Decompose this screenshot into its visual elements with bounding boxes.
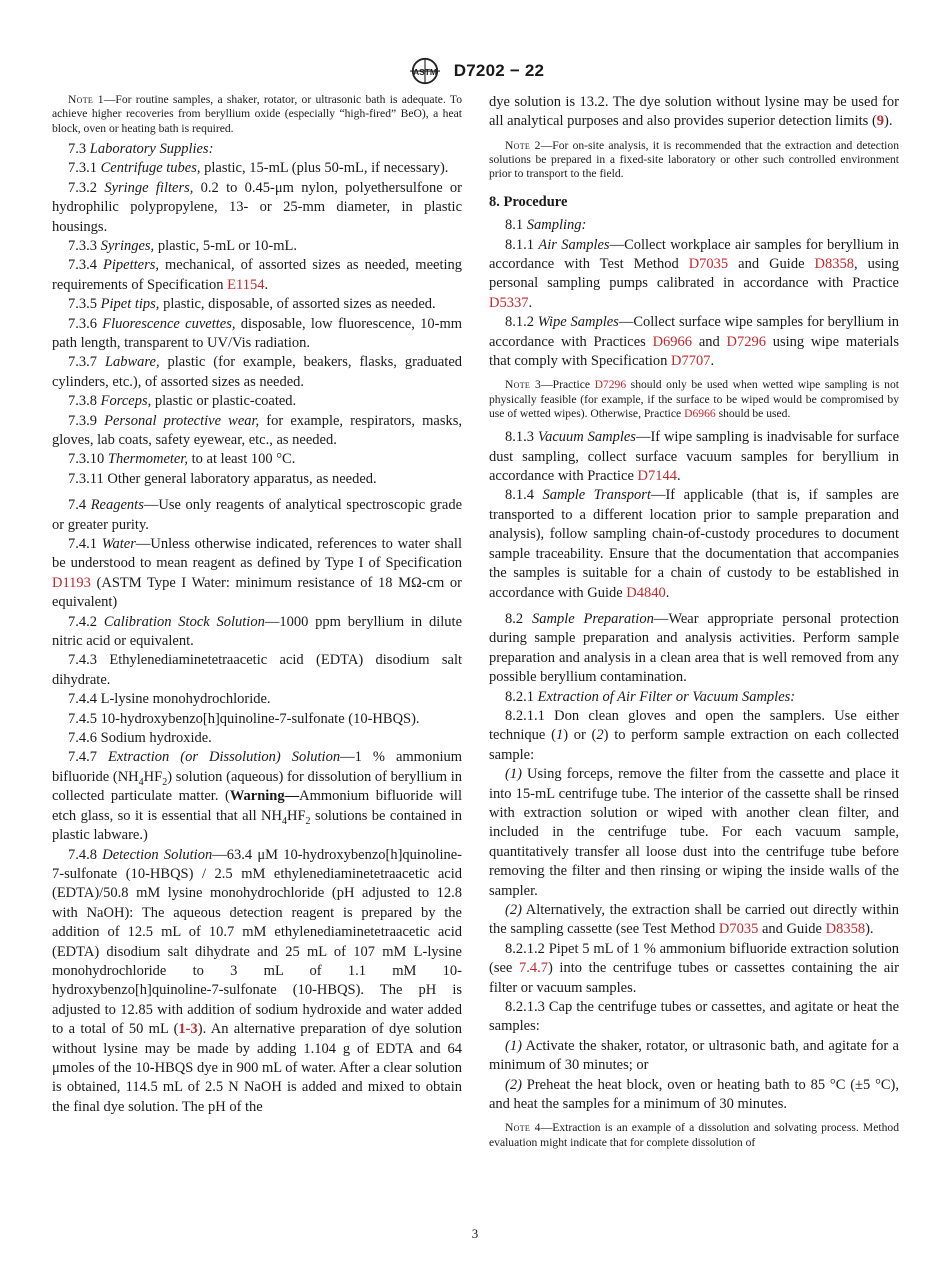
section-7-3-2: 7.3.2 Syringe filters, 0.2 to 0.45-μm nylon, polyethersulfone or hydrophilic polypropylene, 13- or 25-mm diameter, in plastic housings.: [52, 179, 463, 235]
section-8-2-1-1: 8.2.1.1 Don clean gloves and open the samplers. Use either technique (1) or (2) to perform sample extraction on each collected sample:: [489, 707, 900, 763]
link-d5337[interactable]: D5337: [489, 294, 529, 311]
section-7-3-1: 7.3.1 Centrifuge tubes, plastic, 15-mL (plus 50-mL, if necessary).: [68, 160, 449, 177]
link-d1193[interactable]: D1193: [52, 574, 91, 591]
section-7-4-5: 7.4.5 10-hydroxybenzo[h]quinoline-7-sulfonate (10-HBQS).: [68, 710, 420, 727]
section-8-2-1-1-item-1: (1) Using forceps, remove the filter from the cassette and place it into 15-mL centrifuge tube. The interior of the cassette shall be rinsed with extraction solution or wiped with another clean filter, and included in the centrifuge tube. For each vacuum sample, quantitatively transfer all loose dust into the centrifuge tube before removing the filter and then rinsing or wiping the inside walls of the sampler.: [489, 766, 899, 899]
page-header: [0, 56, 950, 86]
note-label: Note 3: [505, 378, 542, 392]
section-7-3-3: 7.3.3 Syringes, plastic, 5-mL or 10-mL.: [68, 237, 298, 254]
section-8-2-1: 8.2.1 Extraction of Air Filter or Vacuum Samples:: [505, 688, 796, 705]
section-8-2-1-3: 8.2.1.3 Cap the centrifuge tubes or cassettes, and agitate or heat the samples:: [489, 999, 900, 1035]
section-7-4: 7.4 Reagents—Use only reagents of analytical spectroscopic grade or greater purity.: [52, 497, 463, 533]
link-d6966[interactable]: D6966: [684, 406, 716, 420]
section-7-3-4: 7.3.4 Pipetters, mechanical, of assorted sizes as needed, meeting requirements of Specification E1154.: [52, 257, 462, 293]
section-8-1-4: 8.1.4 Sample Transport—If applicable (that is, if samples are transported to a different location prior to sample preparation and analysis), follow sampling chain-of-custody procedures to document sample traceability. Ensure that the documentation that accompanies the samples is suitable for a chain of custody to be established in accordance with Guide D4840.: [489, 487, 899, 601]
link-d7296[interactable]: D7296: [594, 378, 627, 392]
note-label: Note 2: [505, 138, 541, 152]
link-ref-9[interactable]: 9: [876, 113, 885, 130]
link-d8358[interactable]: D8358: [814, 255, 854, 272]
warning-label: Warning—: [229, 788, 300, 805]
section-7-4-2: 7.4.2 Calibration Stock Solution—1000 ppm beryllium in dilute nitric acid or equivalent.: [52, 613, 463, 650]
page-number: 3: [471, 1226, 479, 1241]
section-7-4-7: 7.4.7 Extraction (or Dissolution) Solution—1 % ammonium bifluoride $(NH_4HF_2)$ solution (aqueous) for dissolution of beryllium in collected particulate matter. (Warning—Ammonium bifluoride will etch glass, so it is essential that all $NH_4HF_2$ solutions be contained in plastic labware.): [52, 749, 463, 844]
note-label: Note 4: [505, 1121, 541, 1135]
section-8-1-2: 8.1.2 Wipe Samples—Collect surface wipe samples for beryllium in accordance with Practices D6966 and D7296 using wipe materials that comply with Specification D7707.: [489, 314, 900, 369]
section-8-2: 8.2 Sample Preparation—Wear appropriate personal protection during sample preparation and analysis activities. Perform sample preparation and analysis in a clean area that is well removed from any possible beryllium contamination.: [489, 610, 900, 686]
section-7-3-10: 7.3.10 Thermometer, to at least 100 °C.: [68, 451, 296, 468]
section-7-4-8-continued: dye solution is 13.2. The dye solution without lysine may be used for all analytical purposes and also provides superior detection limits (9).: [489, 94, 899, 130]
right-column: [489, 93, 899, 1150]
section-8-1-1: 8.1.1 Air Samples—Collect workplace air samples for beryllium in accordance with Test Method D7035 and Guide D8358, using personal sampling pumps calibrated in accordance with Practice D5337.: [489, 236, 900, 311]
note-label: Note 1: [68, 93, 104, 106]
section-8-heading: 8. Procedure: [489, 193, 568, 210]
logo-text: ASTM: [412, 66, 437, 77]
link-d7296[interactable]: D7296: [726, 333, 766, 350]
link-d7035[interactable]: D7035: [718, 921, 759, 938]
section-7-3-8: 7.3.8 Forceps, plastic or plastic-coated.: [68, 393, 297, 410]
section-8-2-1-3-item-1: (1) Activate the shaker, rotator, or ultrasonic bath, and agitate for a minimum of 30 minutes; or: [489, 1037, 899, 1074]
section-7-4-1: 7.4.1 Water—Unless otherwise indicated, references to water shall be understood to mean reagent as defined by Type I of Specification D1193 (ASTM Type I Water: minimum resistance of 18 MΩ-cm or equivalent): [52, 536, 462, 611]
link-d4840[interactable]: D4840: [626, 584, 666, 601]
section-7-3-9: 7.3.9 Personal protective wear, for example, respirators, masks, gloves, lab coats, safety eyewear, etc., as needed.: [52, 412, 462, 448]
document-id: D7202 − 22: [453, 61, 545, 80]
link-e1154[interactable]: E1154: [227, 276, 265, 293]
note-3: Note 3—Practice D7296 should only be used when wetted wipe sampling is not physically feasible (for example, if the surface to be wiped would be compromised by use of wetted wipes). Otherwise, Practice D6966 should be used.: [489, 378, 899, 420]
left-column: [52, 93, 462, 1117]
link-7-4-7[interactable]: 7.4.7: [518, 960, 548, 977]
section-7-3: 7.3 Laboratory Supplies:: [68, 140, 214, 157]
note-1: Note 1—For routine samples, a shaker, rotator, or ultrasonic bath is adequate. To achieve higher recoveries from beryllium oxide (especially “high-fired” BeO), a heat block, oven or heating bath is required.: [52, 93, 462, 135]
link-d6966[interactable]: D6966: [652, 333, 693, 350]
section-8-1-3: 8.1.3 Vacuum Samples—If wipe sampling is inadvisable for surface dust sampling, collect surface vacuum samples for beryllium in accordance with Practice D7144.: [489, 429, 900, 485]
section-8-1: 8.1 Sampling:: [505, 217, 587, 234]
section-7-3-5: 7.3.5 Pipet tips, plastic, disposable, of assorted sizes as needed.: [68, 296, 436, 313]
section-8-2-1-2: 8.2.1.2 Pipet 5 mL of 1 % ammonium bifluoride extraction solution (see 7.4.7) into the centrifuge tubes or cassettes containing the air filter or vacuum samples.: [489, 940, 899, 996]
section-7-4-3: 7.4.3 Ethylenediaminetetraacetic acid (EDTA) disodium salt dihydrate.: [52, 652, 463, 688]
link-ref-1-3[interactable]: 1-3: [178, 1021, 198, 1038]
section-7-3-7: 7.3.7 Labware, plastic (for example, beakers, flasks, graduated cylinders, etc.), of assorted sizes as needed.: [52, 354, 462, 390]
section-7-4-4: 7.4.4 L-lysine monohydrochloride.: [68, 691, 271, 708]
section-7-4-6: 7.4.6 Sodium hydroxide.: [68, 730, 212, 747]
link-d7144[interactable]: D7144: [637, 468, 678, 485]
section-8-2-1-1-item-2: (2) Alternatively, the extraction shall be carried out directly within the sampling cassette (see Test Method D7035 and Guide D8358).: [489, 902, 899, 938]
link-d7707[interactable]: D7707: [671, 352, 711, 369]
section-7-4-8: 7.4.8 Detection Solution—63.4 μM 10-hydroxybenzo[h]quinoline-7-sulfonate (10-HBQS) / 2.5 mM ethylenediaminetetraacetic acid (EDTA)/50.8 mM lysine monohydrochloride (pH adjusted to 12.8 with NaOH): The aqueous detection reagent is prepared by the addition of 12.5 mL of 10.7 mM ethylenediaminetetraacetic acid (EDTA) disodium salt dihydrate and 25 mL of 107 mM L-lysine monohydrochloride to 3 mL of 1.1 mM 10-hydroxybenzo[h]quinoline-7-sulfonate (10-HBQS). The pH is adjusted to 12.85 with addition of sodium hydroxide and water added to a total of 50 mL (1-3). An alternative preparation of dye solution without lysine may be made by adding 1.104 g of EDTA and 64 μmoles of the 10-HBQS dye in 900 mL of water. After a clear solution is obtained, 114.5 mL of 2.5 N NaOH is added and mixed to obtain the final dye solution. The pH of the: [52, 846, 463, 1115]
astm-logo-icon: [406, 56, 444, 86]
note-4: Note 4—Extraction is an example of a dissolution and solvating process. Method evaluation might indicate that for complete dissolution of: [489, 1121, 899, 1149]
link-d8358[interactable]: D8358: [825, 921, 866, 938]
section-7-3-11: 7.3.11 Other general laboratory apparatus, as needed.: [68, 470, 377, 487]
link-d7035[interactable]: D7035: [688, 255, 729, 272]
note-2: Note 2—For on-site analysis, it is recommended that the extraction and detection solutions be prepared in a fixed-site laboratory or other such controlled environment prior to transport to the field.: [489, 138, 899, 181]
section-8-2-1-3-item-2: (2) Preheat the heat block, oven or heating bath to 85 °C (±5 °C), and heat the samples for a minimum of 30 minutes.: [489, 1076, 899, 1113]
section-7-3-6: 7.3.6 Fluorescence cuvettes, disposable, low fluorescence, 10-mm path length, transparent to UV/Vis radiation.: [52, 315, 463, 351]
